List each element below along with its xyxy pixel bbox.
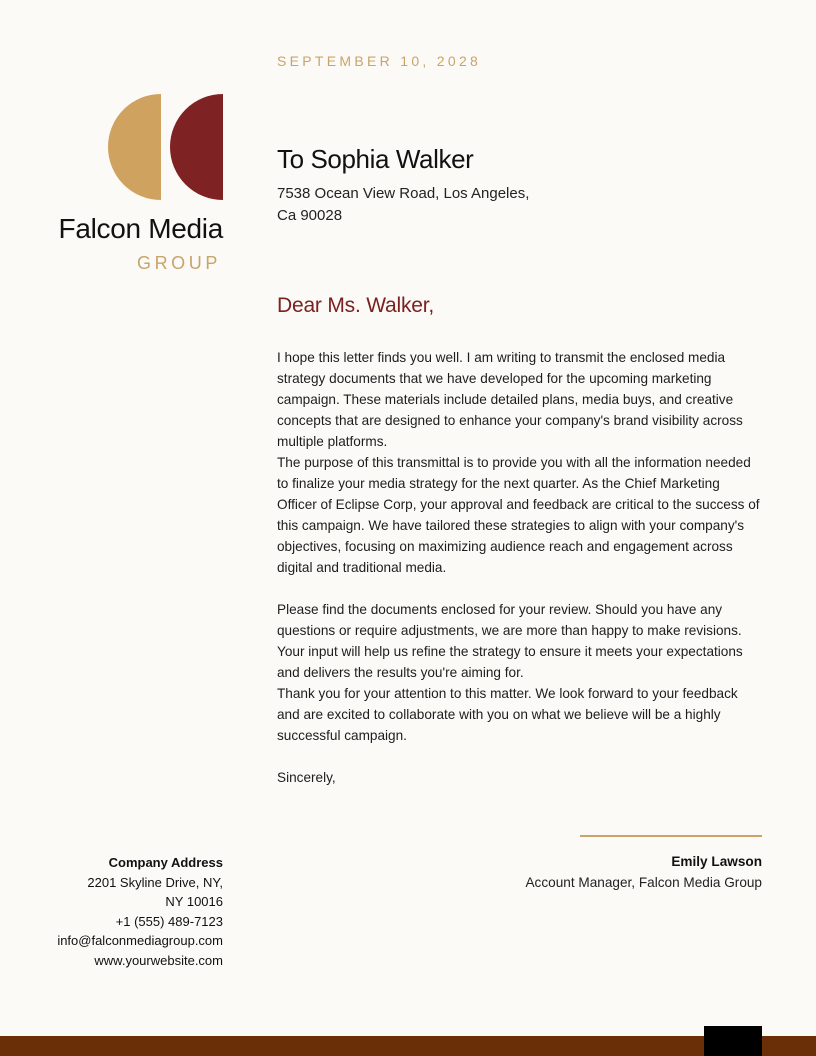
company-address-heading: Company Address (108, 855, 223, 870)
company-address-line2: NY 10016 (165, 894, 223, 910)
recipient-address-line1: 7538 Ocean View Road, Los Angeles, (277, 185, 530, 202)
company-address-block (0, 853, 223, 971)
signer-role: Account Manager, Falcon Media Group (525, 875, 762, 890)
body-paragraph: The purpose of this transmittal is to provide you with all the information needed to finalize your media strategy for the next quarter. As the Chief Marketing Officer of Eclipse Corp, your approval and feedback are critical to the success of this campaign. We have tailored these strategies to align with your company's objectives, focusing on maximizing audience reach and engagement across digital and traditional media. (277, 455, 760, 575)
falcon-media-logo-icon (108, 94, 224, 200)
letter-date: SEPTEMBER 10, 2028 (277, 53, 482, 69)
recipient-name: To Sophia Walker (277, 144, 474, 174)
brand-name: Falcon Media (58, 213, 223, 244)
signer-name: Emily Lawson (671, 854, 762, 869)
footer-block (704, 1026, 762, 1056)
logo-right-half-circle (170, 94, 223, 200)
closing: Sincerely, (277, 770, 336, 785)
footer-bar (0, 1036, 816, 1056)
company-website: www.yourwebsite.com (94, 952, 223, 968)
logo-left-half-circle (108, 94, 161, 200)
body-paragraph: Thank you for your attention to this matter. We look forward to your feedback and are excited to collaborate with you on what we believe will be a highly successful campaign. (277, 686, 738, 743)
body-paragraph: I hope this letter finds you well. I am writing to transmit the enclosed media strategy documents that we have developed for the upcoming marketing campaign. These materials include detailed plans, media buys, and creative concepts that are designed to enhance your company's brand visibility across multiple platforms. (277, 350, 743, 449)
recipient-address (277, 183, 529, 227)
company-phone: +1 (555) 489-7123 (115, 913, 223, 929)
company-email: info@falconmediagroup.com (57, 933, 223, 949)
brand-subtitle: GROUP (136, 253, 221, 273)
body-paragraph: Please find the documents enclosed for your review. Should you have any questions or require adjustments, we are more than happy to make revisions. Your input will help us refine the strategy to ensure it meets your expectations and delivers the results you're aiming for. (277, 602, 743, 680)
signature-line (580, 835, 762, 837)
recipient-address-line2: Ca 90028 (277, 207, 343, 224)
company-address-line1: 2201 Skyline Drive, NY, (87, 874, 223, 890)
letter-body (277, 347, 761, 788)
salutation: Dear Ms. Walker, (277, 294, 435, 317)
